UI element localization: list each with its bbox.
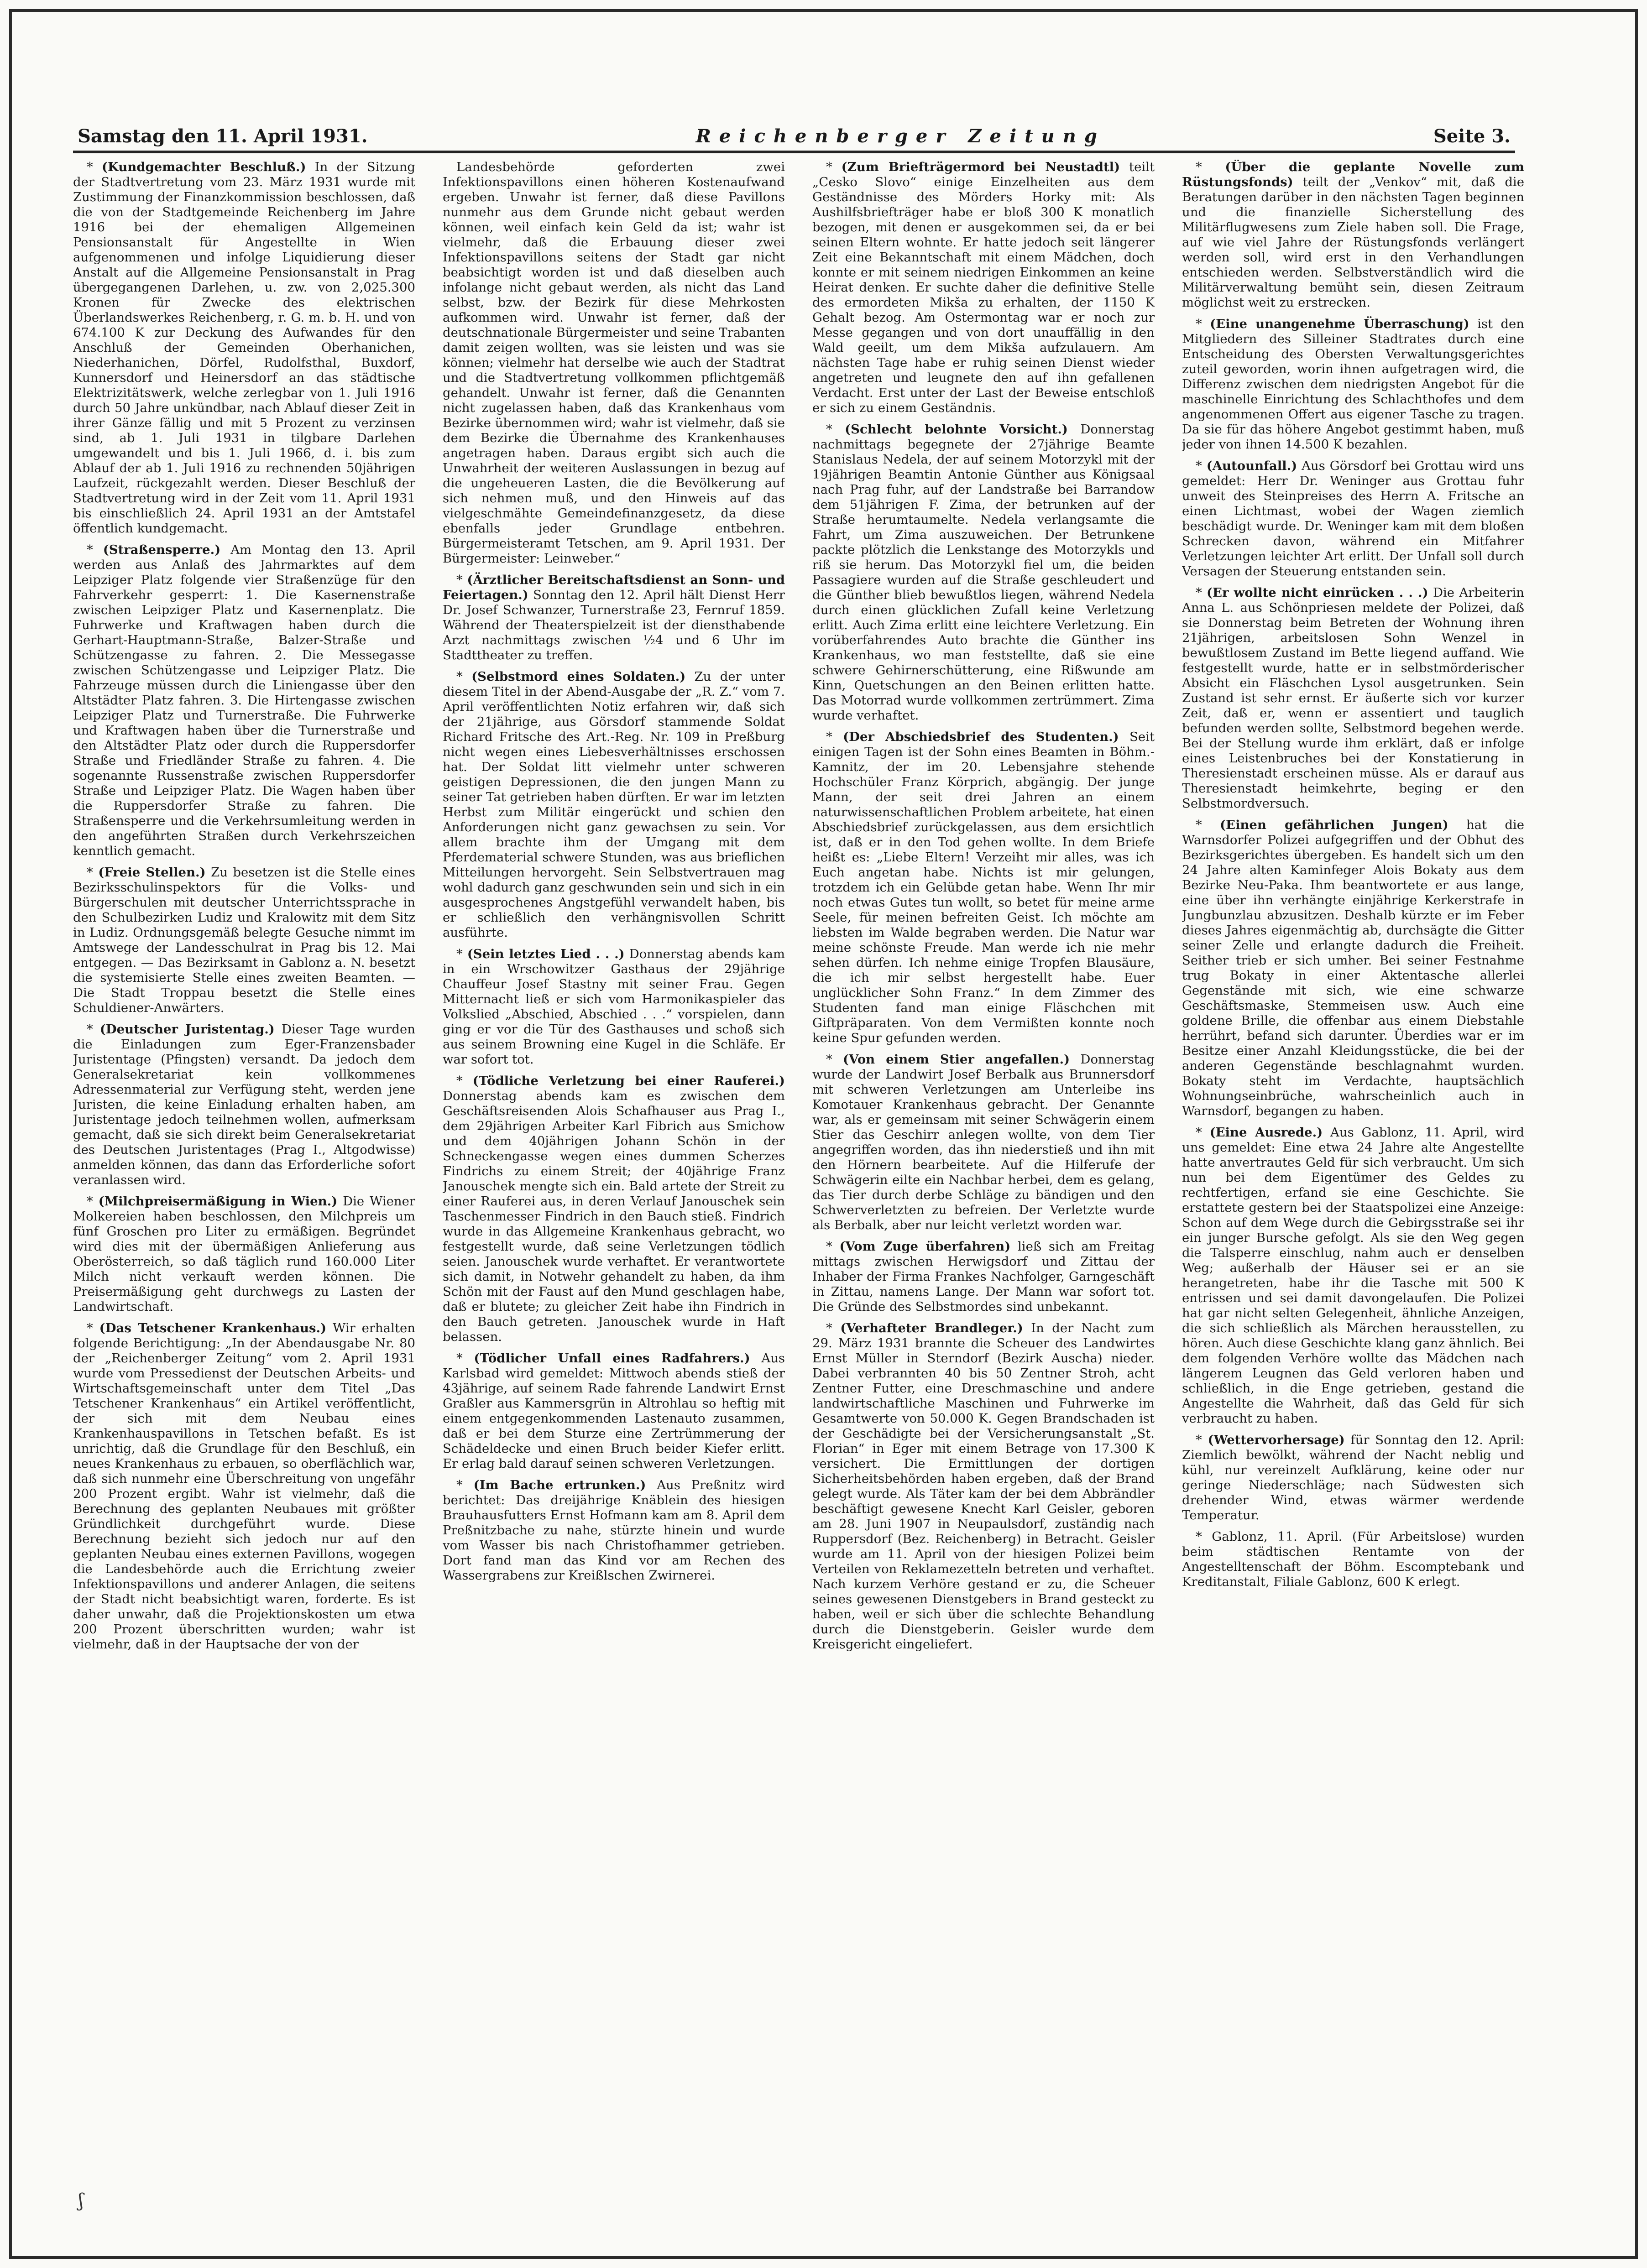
article-headline: (Kundgemachter Beschluß.) [101, 160, 306, 174]
article-headline: (Tödliche Verletzung bei einer Rauferei.) [472, 1074, 785, 1088]
article: * (Über die geplante Novelle zum Rüstungsfonds) teilt der „Venkov“ mit, daß die Beratungen darüber in den nächsten Tagen beginnen und die finanzielle Sicherstellung des Militärflugwesens zum Ziele haben soll. Die Frage, auf wie viel Jahre der Rüstungsfonds verlängert werden soll, wird erst in den Verhandlungen entschieden werden. Selbstverständlich wird die Militärverwaltung bemüht sein, diesen Zeitraum möglichst weit zu erstrecken. [1182, 160, 1524, 310]
article-text: Donnerstag nachmittags begegnete der 27jährige Beamte Stanislaus Nedela, der auf seinem Motorzykl mit der 19jährigen Beamtin Antonie Günther aus Königsaal nach Prag fuhr, auf der Landstraße bei Barrandow dem 51jährigen F. Zima, der betrunken auf der Straße herumtaumelte. Nedela verlangsamte die Fahrt, um Zima auszuweichen. Der Betrunkene packte plötzlich die Lenkstange des Motorzykls und riß sie herum. Das Motorzykl fiel um, die beiden Passagiere wurden auf die Straße geschleudert und die Günther blieb bewußtlos liegen, während Nedela durch einen glücklichen Zufall keine Verletzung erlitt. Auch Zima erlitt eine leichtere Verletzung. Ein vorüberfahrendes Auto brachte die Günther ins Krankenhaus, wo man feststellte, daß sie eine schwere Gehirnerschütterung, eine Rißwunde am Kinn, Quetschungen an den Beinen erlitten hatte. Das Motorrad wurde vollkommen zertrümmert. Zima wurde verhaftet. [812, 422, 1155, 723]
article-text: ließ sich am Freitag mittags zwischen Herwigsdorf und Zittau der Inhaber der Firma Frankes Nachfolger, Garngeschäft in Zittau, namens Lange. Der Mann war sofort tot. Die Gründe des Selbstmordes sind unbekannt. [812, 1239, 1155, 1314]
article-headline: (Im Bache ertrunken.) [473, 1478, 646, 1492]
article: * (Vom Zuge überfahren) ließ sich am Freitag mittags zwischen Herwigsdorf und Zittau der Inhaber der Firma Frankes Nachfolger, Garngeschäft in Zittau, namens Lange. Der Mann war sofort tot. Die Gründe des Selbstmordes sind unbekannt. [812, 1239, 1155, 1314]
article-text: Donnerstag wurde der Landwirt Josef Berbalk aus Brunnersdorf mit schweren Verletzungen am Unterleibe ins Komotauer Krankenhaus gebracht. Der Genannte war, als er gemeinsam mit seiner Schwägerin einem Stier das Geschirr anlegen wollte, von dem Tier angegriffen worden, das ihn niederstieß und ihn mit den Hörnern bearbeitete. Auf die Hilferufe der Schwägerin eilte ein Nachbar herbei, dem es gelang, das Tier durch derbe Schläge zu bändigen und den Schwerverletzten zu befreien. Der Verletzte wurde als Berbalk, aber nur leicht verletzt worden war. [812, 1052, 1155, 1232]
article-text: Dieser Tage wurden die Einladungen zum Eger-Franzensbader Juristentage (Pfingsten) versandt. Da jedoch dem Generalsekretariat kein vollkommenes Adressenmaterial zur Verfügung steht, werden jene Juristen, die keine Einladung erhalten haben, am Juristentage jedoch teilnehmen wollen, aufmerksam gemacht, daß sie sich direkt beim Generalsekretariat des Deutschen Juristentages (Prag I., Altgodwisse) anmelden können, das dann das Erforderliche sofort veranlassen wird. [73, 1022, 415, 1187]
news-columns [73, 160, 1524, 2131]
article: * (Im Bache ertrunken.) Aus Preßnitz wird berichtet: Das dreijährige Knäblein des hiesigen Brauhausfutters Ernst Hofmann kam am 8. April dem Preßnitzbache zu nahe, stürzte hinein und wurde vom Wasser bis nach Christofhammer getrieben. Dort fand man das Kind vor am Rechen des Wassergrabens zur Kreißlschen Zwirnerei. [443, 1478, 785, 1583]
article-text: Seit einigen Tagen ist der Sohn eines Beamten in Böhm.-Kamnitz, der im 20. Lebensjahre stehende Hochschüler Franz Körprich, abgängig. Der junge Mann, der seit drei Jahren an einem naturwissenschaftlichen Problem arbeitete, hat einen Abschiedsbrief zurückgelassen, aus dem ersichtlich ist, daß er in den Tod gehen wollte. In dem Briefe heißt es: „Liebe Eltern! Verzeiht mir alles, was ich Euch angetan habe. Nichts ist mir gelungen, trotzdem ich ein Gelübde getan habe. Wenn Ihr mir noch etwas Gutes tun wollt, so betet für meine arme Seele, für meinen befreiten Geist. Ich möchte am liebsten im Walde begraben werden. Die Natur war meine schönste Freude. Man werde ich nie mehr sehen dürfen. Ich nehme einige Tropfen Blausäure, die ich mir selbst hergestellt habe. Euer unglücklicher Sohn Franz.“ In dem Zimmer des Studenten fand man einige Fläschchen mit Giftpräparaten. Von dem Vermißten konnte noch keine Spur gefunden werden. [812, 730, 1155, 1045]
page-number: Seite 3. [1433, 125, 1511, 147]
article: * (Tödlicher Unfall eines Radfahrers.) Aus Karlsbad wird gemeldet: Mittwoch abends stieß der 43jährige, auf seinem Rade fahrende Landwirt Ernst Graßler aus Kammersgrün in Altrohlau so heftig mit einem entgegenkommenden Lastenauto zusammen, daß er bei dem Sturze eine Zertrümmerung der Schädeldecke und einen Bruch beider Kiefer erlitt. Er erlag bald darauf seinen schweren Verletzungen. [443, 1351, 785, 1471]
article: * (Milchpreisermäßigung in Wien.) Die Wiener Molkereien haben beschlossen, den Milchpreis um fünf Groschen pro Liter zu ermäßigen. Begründet wird dies mit der übermäßigen Anlieferung aus Oberösterreich, so daß täglich rund 160.000 Liter Milch nicht verkauft werden können. Die Preisermäßigung geht durchwegs zu Lasten der Landwirtschaft. [73, 1194, 415, 1314]
article-text: teilt „Cesko Slovo“ einige Einzelheiten aus dem Geständnisse des Mörders Horky mit: Als Aushilfsbriefträger habe er bloß 300 K monatlich bezogen, mit denen er ausgekommen sei, da er bei seinen Eltern wohnte. Er hatte jedoch seit längerer Zeit eine Bekanntschaft mit einem Mädchen, doch konnte er mit seinem niedrigen Einkommen an keine Heirat denken. Er suchte daher die definitive Stelle des ermordeten Mikša zu erhalten, der 1150 K Gehalt bezog. Am Ostermontag war er noch zur Messe gegangen und von dort unauffällig in den Wald geeilt, um dem Mikša aufzulauern. Am nächsten Tage habe er ruhig seinen Dienst wieder angetreten und leugnete den auf ihn gefallenen Verdacht. Erst unter der Last der Beweise entschloß er sich zu einem Geständnis. [812, 160, 1155, 415]
article: * (Verhafteter Brandleger.) In der Nacht zum 29. März 1931 brannte die Scheuer des Landwirtes Ernst Müller in Sterndorf (Bezirk Auscha) nieder. Dabei verbrannten 40 bis 50 Zentner Stroh, acht Zentner Futter, eine Dreschmaschine und andere landwirtschaftliche Maschinen und Fuhrwerke im Gesamtwerte von 50.000 K. Gegen Brandschaden ist der Geschädigte bei der Versicherungsanstalt „St. Florian“ in Eger mit einem Betrage von 17.300 K versichert. Die Ermittlungen der dortigen Sicherheitsbehörden haben ergeben, daß der Brand gelegt wurde. Als Täter kam der bei dem Abbrändler beschäftigt gewesene Knecht Karl Geisler, geboren am 28. Juni 1907 in Neupaulsdorf, zuständig nach Ruppersdorf (Bez. Reichenberg) in Betracht. Geisler wurde am 11. April von der hiesigen Polizei beim Verteilen von Reklamezetteln betreten und verhaftet. Nach kurzem Verhöre gestand er zu, die Scheuer seines gewesenen Dienstgebers in Brand gesteckt zu haben, weil er sich über die schlechte Behandlung durch die Dienstgeberin. Geisler wurde dem Kreisgericht eingeliefert. [812, 1321, 1155, 1652]
article-text: In der Sitzung der Stadtvertretung vom 23. März 1931 wurde mit Zustimmung der Finanzkommission beschlossen, daß die von der Stadtgemeinde Reichenberg im Jahre 1916 bei der ehemaligen Allgemeinen Pensionsanstalt für Angestellte in Wien aufgenommenen und infolge Liquidierung dieser Anstalt auf die Allgemeine Pensionsanstalt in Prag übergegangenen Darlehen, u. zw. von 2,025.300 Kronen für Zwecke des elektrischen Überlandswerkes Reichenberg, r. G. m. b. H. und von 674.100 K zur Deckung des Aufwandes für den Anschluß der Gemeinden Oberhanichen, Niederhanichen, Dörfel, Rudolfsthal, Buxdorf, Kunnersdorf und Heinersdorf an das städtische Elektrizitätswerk, welche zerlegbar von 1. Juli 1916 durch 50 Jahre unkündbar, nach Ablauf dieser Zeit in ihrer Gänze fällig und mit 5 Prozent zu verzinsen sind, ab 1. Juli 1931 in tilgbare Darlehen umgewandelt und bis 1. Juli 1966, d. i. bis zum Ablauf der ab 1. Juli 1916 zu rechnenden 50jährigen Laufzeit, rückgezahlt werden. Dieser Beschluß der Stadtvertretung wird in der Zeit vom 11. April 1931 bis einschließlich 24. April 1931 an der Amtstafel öffentlich kundgemacht. [73, 160, 415, 536]
article-text: für Sonntag den 12. April: Ziemlich bewölkt, während der Nacht neblig und kühl, nur vereinzelt Aufklärung, keine oder nur geringe Niederschläge; nach Südwesten sich drehender Wind, etwas wärmer werdende Temperatur. [1182, 1433, 1524, 1522]
article: * (Das Tetschener Krankenhaus.) Wir erhalten folgende Berichtigung: „In der Abendausgabe Nr. 80 der „Reichenberger Zeitung“ vom 2. April 1931 wurde vom Pressedienst der Deutschen Arbeits- und Wirtschaftsgemeinschaft unter dem Titel „Das Tetschener Krankenhaus“ ein Artikel veröffentlicht, der sich mit dem Neubau eines Krankenhauspavillons in Tetschen befaßt. Es ist unrichtig, daß die Grundlage für den Beschluß, ein neues Krankenhaus zu erbauen, so oberflächlich war, daß sich nunmehr eine Überschreitung von ungefähr 200 Prozent ergibt. Wahr ist vielmehr, daß die Berechnung des geplanten Neubaues mit größter Gründlichkeit durchgeführt wurde. Diese Berechnung bezieht sich jedoch nur auf den geplanten Neubau eines externen Pavillons, wogegen die Landesbehörde auch die Errichtung zweier Infektionspavillons und anderer Anlagen, die seitens der Stadt nicht beabsichtigt waren, forderte. Es ist daher unwahr, daß die Projektionskosten um etwa 200 Prozent überschritten wurden; wahr ist vielmehr, daß in der Hauptsache der von der [73, 1321, 415, 1652]
article: * (Wettervorhersage) für Sonntag den 12. April: Ziemlich bewölkt, während der Nacht neblig und kühl, nur vereinzelt Aufklärung, keine oder nur geringe Niederschläge; nach Südwesten sich drehender Wind, etwas wärmer werdende Temperatur. [1182, 1433, 1524, 1522]
article-headline: (Vom Zuge überfahren) [839, 1239, 1011, 1254]
article-headline: (Verhafteter Brandleger.) [840, 1321, 1023, 1335]
article-headline: (Einen gefährlichen Jungen) [1219, 818, 1448, 832]
article: * (Deutscher Juristentag.) Dieser Tage wurden die Einladungen zum Eger-Franzensbader Juristentage (Pfingsten) versandt. Da jedoch dem Generalsekretariat kein vollkommenes Adressenmaterial zur Verfügung steht, werden jene Juristen, die keine Einladung erhalten haben, am Juristentage jedoch teilnehmen wollen, aufmerksam gemacht, daß sie sich direkt beim Generalsekretariat des Deutschen Juristentages (Prag I., Altgodwisse) anmelden können, das dann das Erforderliche sofort veranlassen wird. [73, 1022, 415, 1187]
column-4 [1182, 160, 1524, 2131]
article-text: teilt der „Venkov“ mit, daß die Beratungen darüber in den nächsten Tagen beginnen und die finanzielle Sicherstellung des Militärflugwesens zum Ziele haben soll. Die Frage, auf wie viel Jahre der Rüstungsfonds verlängert werden soll, wird erst in den Verhandlungen entschieden werden. Selbstverständlich wird die Militärverwaltung bemüht sein, diesen Zeitraum möglichst weit zu erstrecken. [1182, 175, 1524, 310]
issue-date: Samstag den 11. April 1931. [78, 125, 368, 147]
margin-mark: ʃ [78, 2190, 84, 2211]
article [1182, 1529, 1524, 1590]
article-headline: (Das Tetschener Krankenhaus.) [99, 1321, 327, 1335]
article: * (Kundgemachter Beschluß.) In der Sitzung der Stadtvertretung vom 23. März 1931 wurde mit Zustimmung der Finanzkommission beschlossen, daß die von der Stadtgemeinde Reichenberg im Jahre 1916 bei der ehemaligen Allgemeinen Pensionsanstalt für Angestellte in Wien aufgenommenen und infolge Liquidierung dieser Anstalt auf die Allgemeine Pensionsanstalt in Prag übergegangenen Darlehen, u. zw. von 2,025.300 Kronen für Zwecke des elektrischen Überlandswerkes Reichenberg, r. G. m. b. H. und von 674.100 K zur Deckung des Aufwandes für den Anschluß der Gemeinden Oberhanichen, Niederhanichen, Dörfel, Rudolfsthal, Buxdorf, Kunnersdorf und Heinersdorf an das städtische Elektrizitätswerk, welche zerlegbar von 1. Juli 1916 durch 50 Jahre unkündbar, nach Ablauf dieser Zeit in ihrer Gänze fällig und mit 5 Prozent zu verzinsen sind, ab 1. Juli 1931 in tilgbare Darlehen umgewandelt und bis 1. Juli 1966, d. i. bis zum Ablauf der ab 1. Juli 1916 zu rechnenden 50jährigen Laufzeit, rückgezahlt werden. Dieser Beschluß der Stadtvertretung wird in der Zeit vom 11. April 1931 bis einschließlich 24. April 1931 an der Amtstafel öffentlich kundgemacht. [73, 160, 415, 536]
article-text: Aus Görsdorf bei Grottau wird uns gemeldet: Herr Dr. Weninger aus Grottau fuhr unweit des Steinpreises des Herrn A. Fritsche an einen Lichtmast, wobei der Wagen ziemlich beschädigt wurde. Dr. Weninger kam mit dem bloßen Schrecken davon, während ein Mitfahrer Verletzungen leichter Art erlitt. Der Unfall soll durch Versagen der Steuerung entstanden sein. [1182, 459, 1524, 579]
article-text: Die Arbeiterin Anna L. aus Schönpriesen meldete der Polizei, daß sie Donnerstag beim Betreten der Wohnung ihren 21jährigen, arbeitslosen Sohn Wenzel in bewußtlosem Zustand im Bette liegend auffand. Wie festgestellt wurde, hatte er in selbstmörderischer Absicht ein Fläschchen Lysol ausgetrunken. Sein Zustand ist sehr ernst. Er äußerte sich vor kurzer Zeit, daß er, wenn er assentiert und tauglich befunden werden sollte, Selbstmord begehen werde. Bei der Stellung wurde ihm erklärt, daß er infolge eines Leistenbruches bei der Konstatierung in Theresienstadt erscheinen müsse. Als er darauf aus Theresienstadt heimkehrte, beging er den Selbstmordversuch. [1182, 585, 1524, 811]
article-text: Am Montag den 13. April werden aus Anlaß des Jahrmarktes auf dem Leipziger Platz folgende vier Straßenzüge für den Fahrverkehr gesperrt: 1. Die Kasernenstraße zwischen Leipziger Platz und Kasernenplatz. Die Fuhrwerke und Kraftwagen haben durch die Gerhart-Hauptmann-Straße, Balzer-Straße und Schützengasse zu fahren. 2. Die Messegasse zwischen Schützengasse und Leipziger Platz. Die Fahrzeuge müssen durch die Liniengasse über den Altstädter Platz fahren. 3. Die Hirtengasse zwischen Leipziger Platz und Turnerstraße. Die Fuhrwerke und Kraftwagen haben über die Turnerstraße und den Altstädter Platz oder durch die Ruppersdorfer Straße und Friedländer Straße zu fahren. 4. Die sogenannte Russenstraße zwischen Ruppersdorfer Straße und Leipziger Platz. Die Wagen haben über die Ruppersdorfer Straße zu fahren. Die Straßensperre und die Verkehrsumleitung werden in den angeführten Straßen durch Verkehrszeichen kenntlich gemacht. [73, 542, 415, 858]
article-headline: (Sein letztes Lied . . .) [467, 947, 625, 961]
article-headline: (Milchpreisermäßigung in Wien.) [98, 1194, 338, 1209]
article-headline: (Er wollte nicht einrücken . . .) [1207, 585, 1428, 600]
article: * (Schlecht belohnte Vorsicht.) Donnerstag nachmittags begegnete der 27jährige Beamte Stanislaus Nedela, der auf seinem Motorzykl mit der 19jährigen Beamtin Antonie Günther aus Königsaal nach Prag fuhr, auf der Landstraße bei Barrandow dem 51jährigen F. Zima, der betrunken auf der Straße herumtaumelte. Nedela verlangsamte die Fahrt, um Zima auszuweichen. Der Betrunkene packte plötzlich die Lenkstange des Motorzykls und riß sie herum. Das Motorzykl fiel um, die beiden Passagiere wurden auf die Straße geschleudert und die Günther blieb bewußtlos liegen, während Nedela durch einen glücklichen Zufall keine Verletzung erlitt. Auch Zima erlitt eine leichtere Verletzung. Ein vorüberfahrendes Auto brachte die Günther ins Krankenhaus, wo man feststellte, daß sie eine schwere Gehirnerschütterung, eine Rißwunde am Kinn, Quetschungen an den Beinen erlitten hatte. Das Motorrad wurde vollkommen zertrümmert. Zima wurde verhaftet. [812, 422, 1155, 723]
article-text: Die Wiener Molkereien haben beschlossen, den Milchpreis um fünf Groschen pro Liter zu ermäßigen. Begründet wird dies mit der übermäßigen Anlieferung aus Oberösterreich, so daß täglich rund 160.000 Liter Milch nicht verkauft werden können. Die Preisermäßigung geht durchwegs zu Lasten der Landwirtschaft. [73, 1194, 415, 1314]
header-rule [73, 151, 1515, 153]
article-headline: (Autounfall.) [1206, 459, 1297, 473]
article-headline: (Wettervorhersage) [1208, 1433, 1345, 1447]
article-text: Aus Gablonz, 11. April, wird uns gemeldet: Eine etwa 24 Jahre alte Angestellte hatte anvertrautes Geld für sich verbraucht. Um sich nun bei dem Eigentümer des Geldes zu rechtfertigen, erfand sie eine Geschichte. Sie erstattete gestern bei der Staatspolizei eine Anzeige: Schon auf dem Wege durch die Gebirgsstraße sei ihr ein junger Bursche gefolgt. Als sie den Weg gegen die Talsperre einschlug, nahm auch er denselben Weg; außerhalb der Häuser sei er an sie herangetreten, habe ihr die Tasche mit 500 K entrissen und sei damit davongelaufen. Die Polizei hat gar nicht selten Gelegenheit, ähnliche Anzeigen, die sich schließlich als Märchen herausstellen, zu hören. Auch diese Geschichte klang ganz ähnlich. Bei dem folgenden Verhöre wollte das Mädchen nach längerem Leugnen das Geld verloren haben und schließlich, in die Enge getrieben, gestand die Angestellte die Wahrheit, daß das Geld für sich verbraucht zu haben. [1182, 1125, 1524, 1426]
article: * (Autounfall.) Aus Görsdorf bei Grottau wird uns gemeldet: Herr Dr. Weninger aus Grottau fuhr unweit des Steinpreises des Herrn A. Fritsche an einen Lichtmast, wobei der Wagen ziemlich beschädigt wurde. Dr. Weninger kam mit dem bloßen Schrecken davon, während ein Mitfahrer Verletzungen leichter Art erlitt. Der Unfall soll durch Versagen der Steuerung entstanden sein. [1182, 459, 1524, 579]
article: * (Eine Ausrede.) Aus Gablonz, 11. April, wird uns gemeldet: Eine etwa 24 Jahre alte Angestellte hatte anvertrautes Geld für sich verbraucht. Um sich nun bei dem Eigentümer des Geldes zu rechtfertigen, erfand sie eine Geschichte. Sie erstattete gestern bei der Staatspolizei eine Anzeige: Schon auf dem Wege durch die Gebirgsstraße sei ihr ein junger Bursche gefolgt. Als sie den Weg gegen die Talsperre einschlug, nahm auch er denselben Weg; außerhalb der Häuser sei er an sie herangetreten, habe ihr die Tasche mit 500 K entrissen und sei damit davongelaufen. Die Polizei hat gar nicht selten Gelegenheit, ähnliche Anzeigen, die sich schließlich als Märchen herausstellen, zu hören. Auch diese Geschichte klang ganz ähnlich. Bei dem folgenden Verhöre wollte das Mädchen nach längerem Leugnen das Geld verloren haben und schließlich, in die Enge getrieben, gestand die Angestellte die Wahrheit, daß das Geld für sich verbraucht zu haben. [1182, 1125, 1524, 1426]
article: * (Einen gefährlichen Jungen) hat die Warnsdorfer Polizei aufgegriffen und der Obhut des Bezirksgerichtes übergeben. Es handelt sich um den 24 Jahre alten Kaminfeger Alois Bokaty aus dem Bezirke Neu-Paka. Ihm beantwortete er aus lange, eine über ihn verhängte einjährige Kerkerstrafe in Jungbunzlau abzusitzen. Deshalb kürzte er im Feber dieses Jahres eigenmächtig ab, durchsägte die Gitter seiner Zelle und erlangte dadurch die Freiheit. Seither trieb er sich umher. Bei seiner Festnahme trug Bokaty in einer Aktentasche allerlei Gegenstände mit sich, wie eine schwarze Geschäftsmaske, Stemmeisen usw. Auch eine goldene Brille, die offenbar aus einem Diebstahle herrührt, befand sich darunter. Überdies war er im Besitze einer Anzahl Kleidungsstücke, die bei der anderen Gegenstände beschlagnahmt wurden. Bokaty steht im Verdachte, hauptsächlich Wohnungseinbrüche, wahrscheinlich auch in Warnsdorf, begangen zu haben. [1182, 818, 1524, 1118]
article-headline: (Schlecht belohnte Vorsicht.) [845, 422, 1068, 437]
article: * (Von einem Stier angefallen.) Donnerstag wurde der Landwirt Josef Berbalk aus Brunnersdorf mit schweren Verletzungen am Unterleibe ins Komotauer Krankenhaus gebracht. Der Genannte war, als er gemeinsam mit seiner Schwägerin einem Stier das Geschirr anlegen wollte, von dem Tier angegriffen worden, das ihn niederstieß und ihn mit den Hörnern bearbeitete. Auf die Hilferufe der Schwägerin eilte ein Nachbar herbei, dem es gelang, das Tier durch derbe Schläge zu bändigen und den Schwerverletzten zu befreien. Der Verletzte wurde als Berbalk, aber nur leicht verletzt worden war. [812, 1052, 1155, 1232]
article: * (Der Abschiedsbrief des Studenten.) Seit einigen Tagen ist der Sohn eines Beamten in Böhm.-Kamnitz, der im 20. Lebensjahre stehende Hochschüler Franz Körprich, abgängig. Der junge Mann, der seit drei Jahren an einem naturwissenschaftlichen Problem arbeitete, hat einen Abschiedsbrief zurückgelassen, aus dem ersichtlich ist, daß er in den Tod gehen wollte. In dem Briefe heißt es: „Liebe Eltern! Verzeiht mir alles, was ich Euch angetan habe. Nichts ist mir gelungen, trotzdem ich ein Gelübde getan habe. Wenn Ihr mir noch etwas Gutes tun wollt, so betet für meine arme Seele, für meinen befreiten Geist. Ich möchte am liebsten im Walde begraben werden. Die Natur war meine schönste Freude. Man werde ich nie mehr sehen dürfen. Ich nehme einige Tropfen Blausäure, die ich mir selbst hergestellt habe. Euer unglücklicher Sohn Franz.“ In dem Zimmer des Studenten fand man einige Fläschchen mit Giftpräparaten. Von dem Vermißten konnte noch keine Spur gefunden werden. [812, 730, 1155, 1045]
article-text: ist den Mitgliedern des Silleiner Stadtrates durch eine Entscheidung des Obersten Verwaltungsgerichtes zuteil geworden, worin ihnen aufgetragen wird, die Differenz zwischen dem niedrigsten Angebot für die maschinelle Einrichtung des Schlachthofes und dem angenommenen Offert aus eigener Tasche zu tragen. Da sie für das höhere Angebot gestimmt haben, muß jeder von ihnen 14.500 K bezahlen. [1182, 317, 1524, 452]
article-headline: (Der Abschiedsbrief des Studenten.) [843, 730, 1119, 744]
article-headline: (Zum Briefträgermord bei Neustadtl) [841, 160, 1120, 174]
article: * (Ärztlicher Bereitschaftsdienst an Sonn- und Feiertagen.) Sonntag den 12. April hält Dienst Herr Dr. Josef Schwanzer, Turnerstraße 23, Fernruf 1859. Während der Theaterspielzeit ist der diensthabende Arzt nachmittags zwischen ½4 und 6 Uhr im Stadttheater zu treffen. [443, 573, 785, 662]
article-text: In der Nacht zum 29. März 1931 brannte die Scheuer des Landwirtes Ernst Müller in Sterndorf (Bezirk Auscha) nieder. Dabei verbrannten 40 bis 50 Zentner Stroh, acht Zentner Futter, eine Dreschmaschine und andere landwirtschaftliche Maschinen und Fuhrwerke im Gesamtwerte von 50.000 K. Gegen Brandschaden ist der Geschädigte bei der Versicherungsanstalt „St. Florian“ in Eger mit einem Betrage von 17.300 K versichert. Die Ermittlungen der dortigen Sicherheitsbehörden haben ergeben, daß der Brand gelegt wurde. Als Täter kam der bei dem Abbrändler beschäftigt gewesene Knecht Karl Geisler, geboren am 28. Juni 1907 in Neupaulsdorf, zuständig nach Ruppersdorf (Bez. Reichenberg) in Betracht. Geisler wurde am 11. April von der hiesigen Polizei beim Verteilen von Reklamezetteln betreten und verhaftet. Nach kurzem Verhöre gestand er zu, die Scheuer seines gewesenen Dienstgebers in Brand gesteckt zu haben, weil er sich über die schlechte Behandlung durch die Dienstgeberin. Geisler wurde dem Kreisgericht eingeliefert. [812, 1321, 1155, 1652]
article-text: Aus Karlsbad wird gemeldet: Mittwoch abends stieß der 43jährige, auf seinem Rade fahrende Landwirt Ernst Graßler aus Kammersgrün in Altrohlau so heftig mit einem entgegenkommenden Lastenauto zusammen, daß er bei dem Sturze eine Zertrümmerung der Schädeldecke und einen Bruch beider Kiefer erlitt. Er erlag bald darauf seinen schweren Verletzungen. [443, 1351, 785, 1471]
article: * (Eine unangenehme Überraschung) ist den Mitgliedern des Silleiner Stadtrates durch eine Entscheidung des Obersten Verwaltungsgerichtes zuteil geworden, worin ihnen aufgetragen wird, die Differenz zwischen dem niedrigsten Angebot für die maschinelle Einrichtung des Schlachthofes und dem angenommenen Offert aus eigener Tasche zu tragen. Da sie für das höhere Angebot gestimmt haben, muß jeder von ihnen 14.500 K bezahlen. [1182, 317, 1524, 452]
article-text: Donnerstag abends kam in ein Wrschowitzer Gasthaus der 29jährige Chauffeur Josef Stastny mit seiner Frau. Gegen Mitternacht ließ er sich vom Harmonikaspieler das Volkslied „Abschied, Abschied . . .“ vorspielen, dann ging er vor die Tür des Gasthauses und schoß sich aus seinem Browning eine Kugel in die Schläfe. Er war sofort tot. [443, 947, 785, 1067]
article-headline: (Freie Stellen.) [98, 865, 206, 880]
article-text: Zu besetzen ist die Stelle eines Bezirksschulinspektors für die Volks- und Bürgerschulen mit deutscher Unterrichtssprache in den Schulbezirken Ludiz und Kralowitz mit dem Sitz in Ludiz. Ordnungsgemäß belegte Gesuche nimmt im Amtswege der Landesschulrat in Prag bis 12. Mai entgegen. — Das Bezirksamt in Gablonz a. N. besetzt die systemisierte Stelle eines zweiten Beamten. — Die Stadt Troppau besetzt die Stelle eines Schuldiener-Anwärters. [73, 865, 415, 1015]
article-headline: (Deutscher Juristentag.) [99, 1022, 275, 1037]
article: * (Tödliche Verletzung bei einer Rauferei.) Donnerstag abends kam es zwischen dem Geschäftsreisenden Alois Schafhauser aus Prag I., dem 29jährigen Arbeiter Karl Fibrich aus Smichow und dem 40jährigen Johann Schön in der Schneckengasse wegen eines dummen Scherzes Findrichs zu einem Streit; der 40jährige Franz Janouschek mengte sich ein. Bald artete der Streit zu einer Rauferei aus, in deren Verlauf Janouschek sein Taschenmesser Findrich in den Bauch stieß. Findrich wurde in das Allgemeine Krankenhaus gebracht, wo festgestellt wurde, daß seine Verletzungen tödlich seien. Janouschek wurde verhaftet. Er verantwortete sich damit, in Notwehr gehandelt zu haben, da ihm Schön mit der Faust auf den Mund geschlagen habe, daß er blutete; zu gleicher Zeit habe ihn Findrich in den Bauch getreten. Janouschek wurde in Haft belassen. [443, 1074, 785, 1344]
article-headline: (Selbstmord eines Soldaten.) [471, 669, 686, 684]
column-1 [73, 160, 415, 2131]
article-text: Zu der unter diesem Titel in der Abend-Ausgabe der „R. Z.“ vom 7. April veröffentlichten Notiz erfahren wir, daß sich der 21jährige, aus Görsdorf stammende Soldat Richard Fritsche des Art.-Reg. Nr. 109 in Preßburg nicht wegen eines Liebesverhältnisses erschossen hat. Der Soldat litt vielmehr unter schweren geistigen Depressionen, die den jungen Mann zu seiner Tat getrieben haben dürften. Er war im letzten Herbst zum Militär eingerückt und schien den Anforderungen nicht ganz gewachsen zu sein. Vor allem brachte ihm der Umgang mit dem Pferdematerial schwere Stunden, was aus brieflichen Mitteilungen hervorgeht. Sein Selbstvertrauen mag wohl dadurch ganz geschwunden sein und sich in ein ausgesprochenes Angstgefühl verwandelt haben, bis er schließlich den verhängnisvollen Schritt ausführte. [443, 669, 785, 940]
article-text: Donnerstag abends kam es zwischen dem Geschäftsreisenden Alois Schafhauser aus Prag I., dem 29jährigen Arbeiter Karl Fibrich aus Smichow und dem 40jährigen Johann Schön in der Schneckengasse wegen eines dummen Scherzes Findrichs zu einem Streit; der 40jährige Franz Janouschek mengte sich ein. Bald artete der Streit zu einer Rauferei aus, in deren Verlauf Janouschek sein Taschenmesser Findrich in den Bauch stieß. Findrich wurde in das Allgemeine Krankenhaus gebracht, wo festgestellt wurde, daß seine Verletzungen tödlich seien. Janouschek wurde verhaftet. Er verantwortete sich damit, in Notwehr gehandelt zu haben, da ihm Schön mit der Faust auf den Mund geschlagen habe, daß er blutete; zu gleicher Zeit habe ihn Findrich in den Bauch getreten. Janouschek wurde in Haft belassen. [443, 1089, 785, 1344]
masthead: Reichenberger Zeitung [695, 125, 1105, 147]
article-headline: (Über die geplante Novelle zum Rüstungsfonds) [1182, 160, 1524, 189]
article-headline: (Eine unangenehme Überraschung) [1210, 317, 1469, 331]
article-headline: (Tödlicher Unfall eines Radfahrers.) [474, 1351, 750, 1366]
article-text: * Gablonz, 11. April. (Für Arbeitslose) wurden beim städtischen Rentamte von der Angestelltenschaft der Böhm. Escomptebank und Kreditanstalt, Filiale Gablonz, 600 K erlegt. [1182, 1529, 1524, 1589]
article-headline: (Von einem Stier angefallen.) [843, 1052, 1070, 1067]
article-headline: (Ärztlicher Bereitschaftsdienst an Sonn- und Feiertagen.) [443, 573, 785, 602]
column-2 [443, 160, 785, 2131]
article-headline: (Eine Ausrede.) [1209, 1125, 1323, 1140]
article-text: Sonntag den 12. April hält Dienst Herr Dr. Josef Schwanzer, Turnerstraße 23, Fernruf 1859. Während der Theaterspielzeit ist der diensthabende Arzt nachmittags zwischen ½4 und 6 Uhr im Stadttheater zu treffen. [443, 588, 785, 662]
article-text: hat die Warnsdorfer Polizei aufgegriffen und der Obhut des Bezirksgerichtes übergeben. Es handelt sich um den 24 Jahre alten Kaminfeger Alois Bokaty aus dem Bezirke Neu-Paka. Ihm beantwortete er aus lange, eine über ihn verhängte einjährige Kerkerstrafe in Jungbunzlau abzusitzen. Deshalb kürzte er im Feber dieses Jahres eigenmächtig ab, durchsägte die Gitter seiner Zelle und erlangte dadurch die Freiheit. Seither trieb er sich umher. Bei seiner Festnahme trug Bokaty in einer Aktentasche allerlei Gegenstände mit sich, wie eine schwarze Geschäftsmaske, Stemmeisen usw. Auch eine goldene Brille, die offenbar aus einem Diebstahle herrührt, befand sich darunter. Überdies war er im Besitze einer Anzahl Kleidungsstücke, die bei der anderen Gegenstände beschlagnahmt wurden. Bokaty steht im Verdachte, hauptsächlich Wohnungseinbrüche, wahrscheinlich auch in Warnsdorf, begangen zu haben. [1182, 818, 1524, 1118]
page-header [78, 120, 1511, 147]
article-text: Aus Preßnitz wird berichtet: Das dreijährige Knäblein des hiesigen Brauhausfutters Ernst Hofmann kam am 8. April dem Preßnitzbache zu nahe, stürzte hinein und wurde vom Wasser bis nach Christofhammer getrieben. Dort fand man das Kind vor am Rechen des Wassergrabens zur Kreißlschen Zwirnerei. [443, 1478, 785, 1583]
article: * (Zum Briefträgermord bei Neustadtl) teilt „Cesko Slovo“ einige Einzelheiten aus dem Geständnisse des Mörders Horky mit: Als Aushilfsbriefträger habe er bloß 300 K monatlich bezogen, mit denen er ausgekommen sei, da er bei seinen Eltern wohnte. Er hatte jedoch seit längerer Zeit eine Bekanntschaft mit einem Mädchen, doch konnte er mit seinem niedrigen Einkommen an keine Heirat denken. Er suchte daher die definitive Stelle des ermordeten Mikša zu erhalten, der 1150 K Gehalt bezog. Am Ostermontag war er noch zur Messe gegangen und von dort unauffällig in den Wald geeilt, um dem Mikša aufzulauern. Am nächsten Tage habe er ruhig seinen Dienst wieder angetreten und leugnete den auf ihn gefallenen Verdacht. Erst unter der Last der Beweise entschloß er sich zu einem Geständnis. [812, 160, 1155, 415]
column-3 [812, 160, 1155, 2131]
article: * (Straßensperre.) Am Montag den 13. April werden aus Anlaß des Jahrmarktes auf dem Leipziger Platz folgende vier Straßenzüge für den Fahrverkehr gesperrt: 1. Die Kasernenstraße zwischen Leipziger Platz und Kasernenplatz. Die Fuhrwerke und Kraftwagen haben durch die Gerhart-Hauptmann-Straße, Balzer-Straße und Schützengasse zu fahren. 2. Die Messegasse zwischen Schützengasse und Leipziger Platz. Die Fahrzeuge müssen durch die Liniengasse über den Altstädter Platz fahren. 3. Die Hirtengasse zwischen Leipziger Platz und Turnerstraße. Die Fuhrwerke und Kraftwagen haben über die Turnerstraße und den Altstädter Platz oder durch die Ruppersdorfer Straße und Friedländer Straße zu fahren. 4. Die sogenannte Russenstraße zwischen Ruppersdorfer Straße und Leipziger Platz. Die Wagen haben über die Ruppersdorfer Straße zu fahren. Die Straßensperre und die Verkehrsumleitung werden in den angeführten Straßen durch Verkehrszeichen kenntlich gemacht. [73, 542, 415, 858]
article: * (Freie Stellen.) Zu besetzen ist die Stelle eines Bezirksschulinspektors für die Volks- und Bürgerschulen mit deutscher Unterrichtssprache in den Schulbezirken Ludiz und Kralowitz mit dem Sitz in Ludiz. Ordnungsgemäß belegte Gesuche nimmt im Amtswege der Landesschulrat in Prag bis 12. Mai entgegen. — Das Bezirksamt in Gablonz a. N. besetzt die systemisierte Stelle eines zweiten Beamten. — Die Stadt Troppau besetzt die Stelle eines Schuldiener-Anwärters. [73, 865, 415, 1015]
article: * (Er wollte nicht einrücken . . .) Die Arbeiterin Anna L. aus Schönpriesen meldete der Polizei, daß sie Donnerstag beim Betreten der Wohnung ihren 21jährigen, arbeitslosen Sohn Wenzel in bewußtlosem Zustand im Bette liegend auffand. Wie festgestellt wurde, hatte er in selbstmörderischer Absicht ein Fläschchen Lysol ausgetrunken. Sein Zustand ist sehr ernst. Er äußerte sich vor kurzer Zeit, daß er, wenn er assentiert und tauglich befunden werden sollte, Selbstmord begehen werde. Bei der Stellung wurde ihm erklärt, daß er infolge eines Leistenbruches bei der Konstatierung in Theresienstadt erscheinen müsse. Als er darauf aus Theresienstadt heimkehrte, beging er den Selbstmordversuch. [1182, 585, 1524, 811]
article-text: Wir erhalten folgende Berichtigung: „In der Abendausgabe Nr. 80 der „Reichenberger Zeitung“ vom 2. April 1931 wurde vom Pressedienst der Deutschen Arbeits- und Wirtschaftsgemeinschaft unter dem Titel „Das Tetschener Krankenhaus“ ein Artikel veröffentlicht, der sich mit dem Neubau eines Krankenhauspavillons in Tetschen befaßt. Es ist unrichtig, daß die Grundlage für den Beschluß, ein neues Krankenhaus zu erbauen, so oberflächlich war, daß sich nunmehr eine Überschreitung von ungefähr 200 Prozent ergibt. Wahr ist vielmehr, daß die Berechnung des geplanten Neubaues mit größter Gründlichkeit durchgeführt wurde. Diese Berechnung bezieht sich jedoch nur auf den geplanten Neubau eines externen Pavillons, wogegen die Landesbehörde auch die Errichtung zweier Infektionspavillons und anderer Anlagen, die seitens der Stadt nicht beabsichtigt waren, forderte. Es ist daher unwahr, daß die Projektionskosten um etwa 200 Prozent überschritten wurden; wahr ist vielmehr, daß in der Hauptsache der von der [73, 1321, 415, 1652]
article [443, 160, 785, 566]
article: * (Sein letztes Lied . . .) Donnerstag abends kam in ein Wrschowitzer Gasthaus der 29jährige Chauffeur Josef Stastny mit seiner Frau. Gegen Mitternacht ließ er sich vom Harmonikaspieler das Volkslied „Abschied, Abschied . . .“ vorspielen, dann ging er vor die Tür des Gasthauses und schoß sich aus seinem Browning eine Kugel in die Schläfe. Er war sofort tot. [443, 947, 785, 1067]
article-text: Landesbehörde geforderten zwei Infektionspavillons einen höheren Kostenaufwand ergeben. Unwahr ist ferner, daß diese Pavillons nunmehr aus dem Grunde nicht gebaut werden können, weil einfach kein Geld da ist; wahr ist vielmehr, daß die Erbauung dieser zwei Infektionspavillons seitens der Stadt gar nicht beabsichtigt worden ist und daß dieselben auch infolange nicht gebaut werden, als nicht das Land selbst, bzw. der Bezirk für diese Mehrkosten aufkommen wird. Unwahr ist ferner, daß der deutschnationale Bürgermeister und seine Trabanten damit zeigen wollten, was sie leisten und was sie können; vielmehr hat derselbe wie auch der Stadtrat und die Stadtvertretung vollkommen pflichtgemäß gehandelt. Unwahr ist ferner, daß die Genannten nicht zugelassen haben, daß das Krankenhaus vom Bezirke übernommen wird; wahr ist vielmehr, daß sie dem Bezirke die Übernahme des Krankenhauses angetragen haben. Daraus ergibt sich auch die Unwahrheit der weiteren Auslassungen in bezug auf die ungeheueren Lasten, die die Bevölkerung auf sich nehmen muß, und den Hinweis auf das vielgeschmähte Gemeindefinanzgesetz, da diese ebenfalls jeder Grundlage entbehren. Bürgermeisteramt Tetschen, am 9. April 1931. Der Bürgermeister: Leinweber.“ [443, 160, 785, 566]
article-headline: (Straßensperre.) [103, 542, 221, 557]
article: * (Selbstmord eines Soldaten.) Zu der unter diesem Titel in der Abend-Ausgabe der „R. Z.“ vom 7. April veröffentlichten Notiz erfahren wir, daß sich der 21jährige, aus Görsdorf stammende Soldat Richard Fritsche des Art.-Reg. Nr. 109 in Preßburg nicht wegen eines Liebesverhältnisses erschossen hat. Der Soldat litt vielmehr unter schweren geistigen Depressionen, die den jungen Mann zu seiner Tat getrieben haben dürften. Er war im letzten Herbst zum Militär eingerückt und schien den Anforderungen nicht ganz gewachsen zu sein. Vor allem brachte ihm der Umgang mit dem Pferdematerial schwere Stunden, was aus brieflichen Mitteilungen hervorgeht. Sein Selbstvertrauen mag wohl dadurch ganz geschwunden sein und sich in ein ausgesprochenes Angstgefühl verwandelt haben, bis er schließlich den verhängnisvollen Schritt ausführte. [443, 669, 785, 940]
